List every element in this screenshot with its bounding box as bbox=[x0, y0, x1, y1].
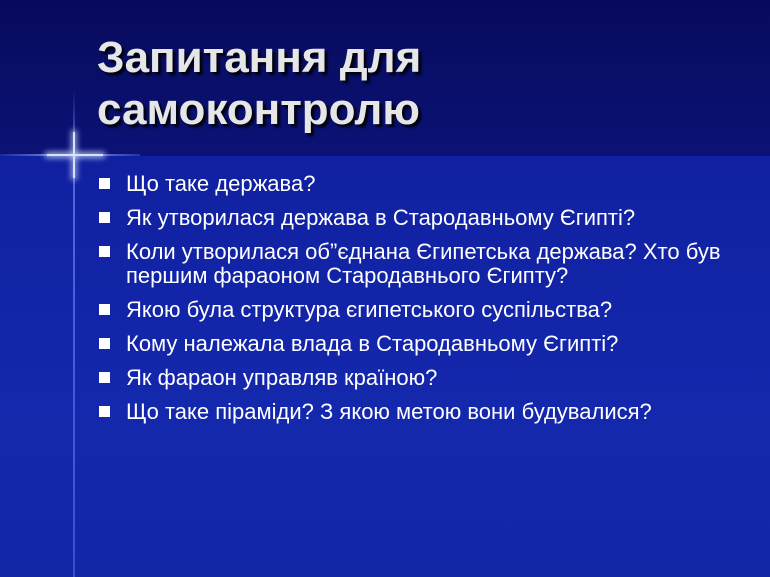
square-bullet-icon bbox=[99, 178, 110, 189]
square-bullet-icon bbox=[99, 406, 110, 417]
sparkle-glow bbox=[47, 154, 103, 156]
bullet-text: Що таке піраміди? З якою метою вони будувалися? bbox=[126, 399, 652, 424]
bullet-text: Як фараон управляв країною? bbox=[126, 365, 438, 390]
bullet-text: Що таке держава? bbox=[126, 171, 316, 196]
bullet-item bbox=[97, 366, 747, 390]
bullet-text: Як утворилася держава в Стародавньому Єгипті? bbox=[126, 205, 636, 230]
bullet-item bbox=[97, 240, 747, 288]
bullet-item bbox=[97, 206, 747, 230]
square-bullet-icon bbox=[99, 372, 110, 383]
bullet-text: Кому належала влада в Стародавньому Єгипті? bbox=[126, 331, 619, 356]
bullet-item bbox=[97, 298, 747, 322]
bullet-item bbox=[97, 332, 747, 356]
bullet-item bbox=[97, 172, 747, 196]
bullet-text: Коли утворилася об”єднана Єгипетська держава? Хто був першим фараоном Стародавнього Єгипту? bbox=[126, 239, 721, 288]
square-bullet-icon bbox=[99, 304, 110, 315]
square-bullet-icon bbox=[99, 246, 110, 257]
square-bullet-icon bbox=[99, 338, 110, 349]
bullet-text: Якою була структура єгипетського суспільства? bbox=[126, 297, 613, 322]
slide-title: Запитання для самоконтролю bbox=[97, 33, 422, 134]
square-bullet-icon bbox=[99, 212, 110, 223]
bullet-list bbox=[97, 172, 747, 434]
bullet-item bbox=[97, 400, 747, 424]
